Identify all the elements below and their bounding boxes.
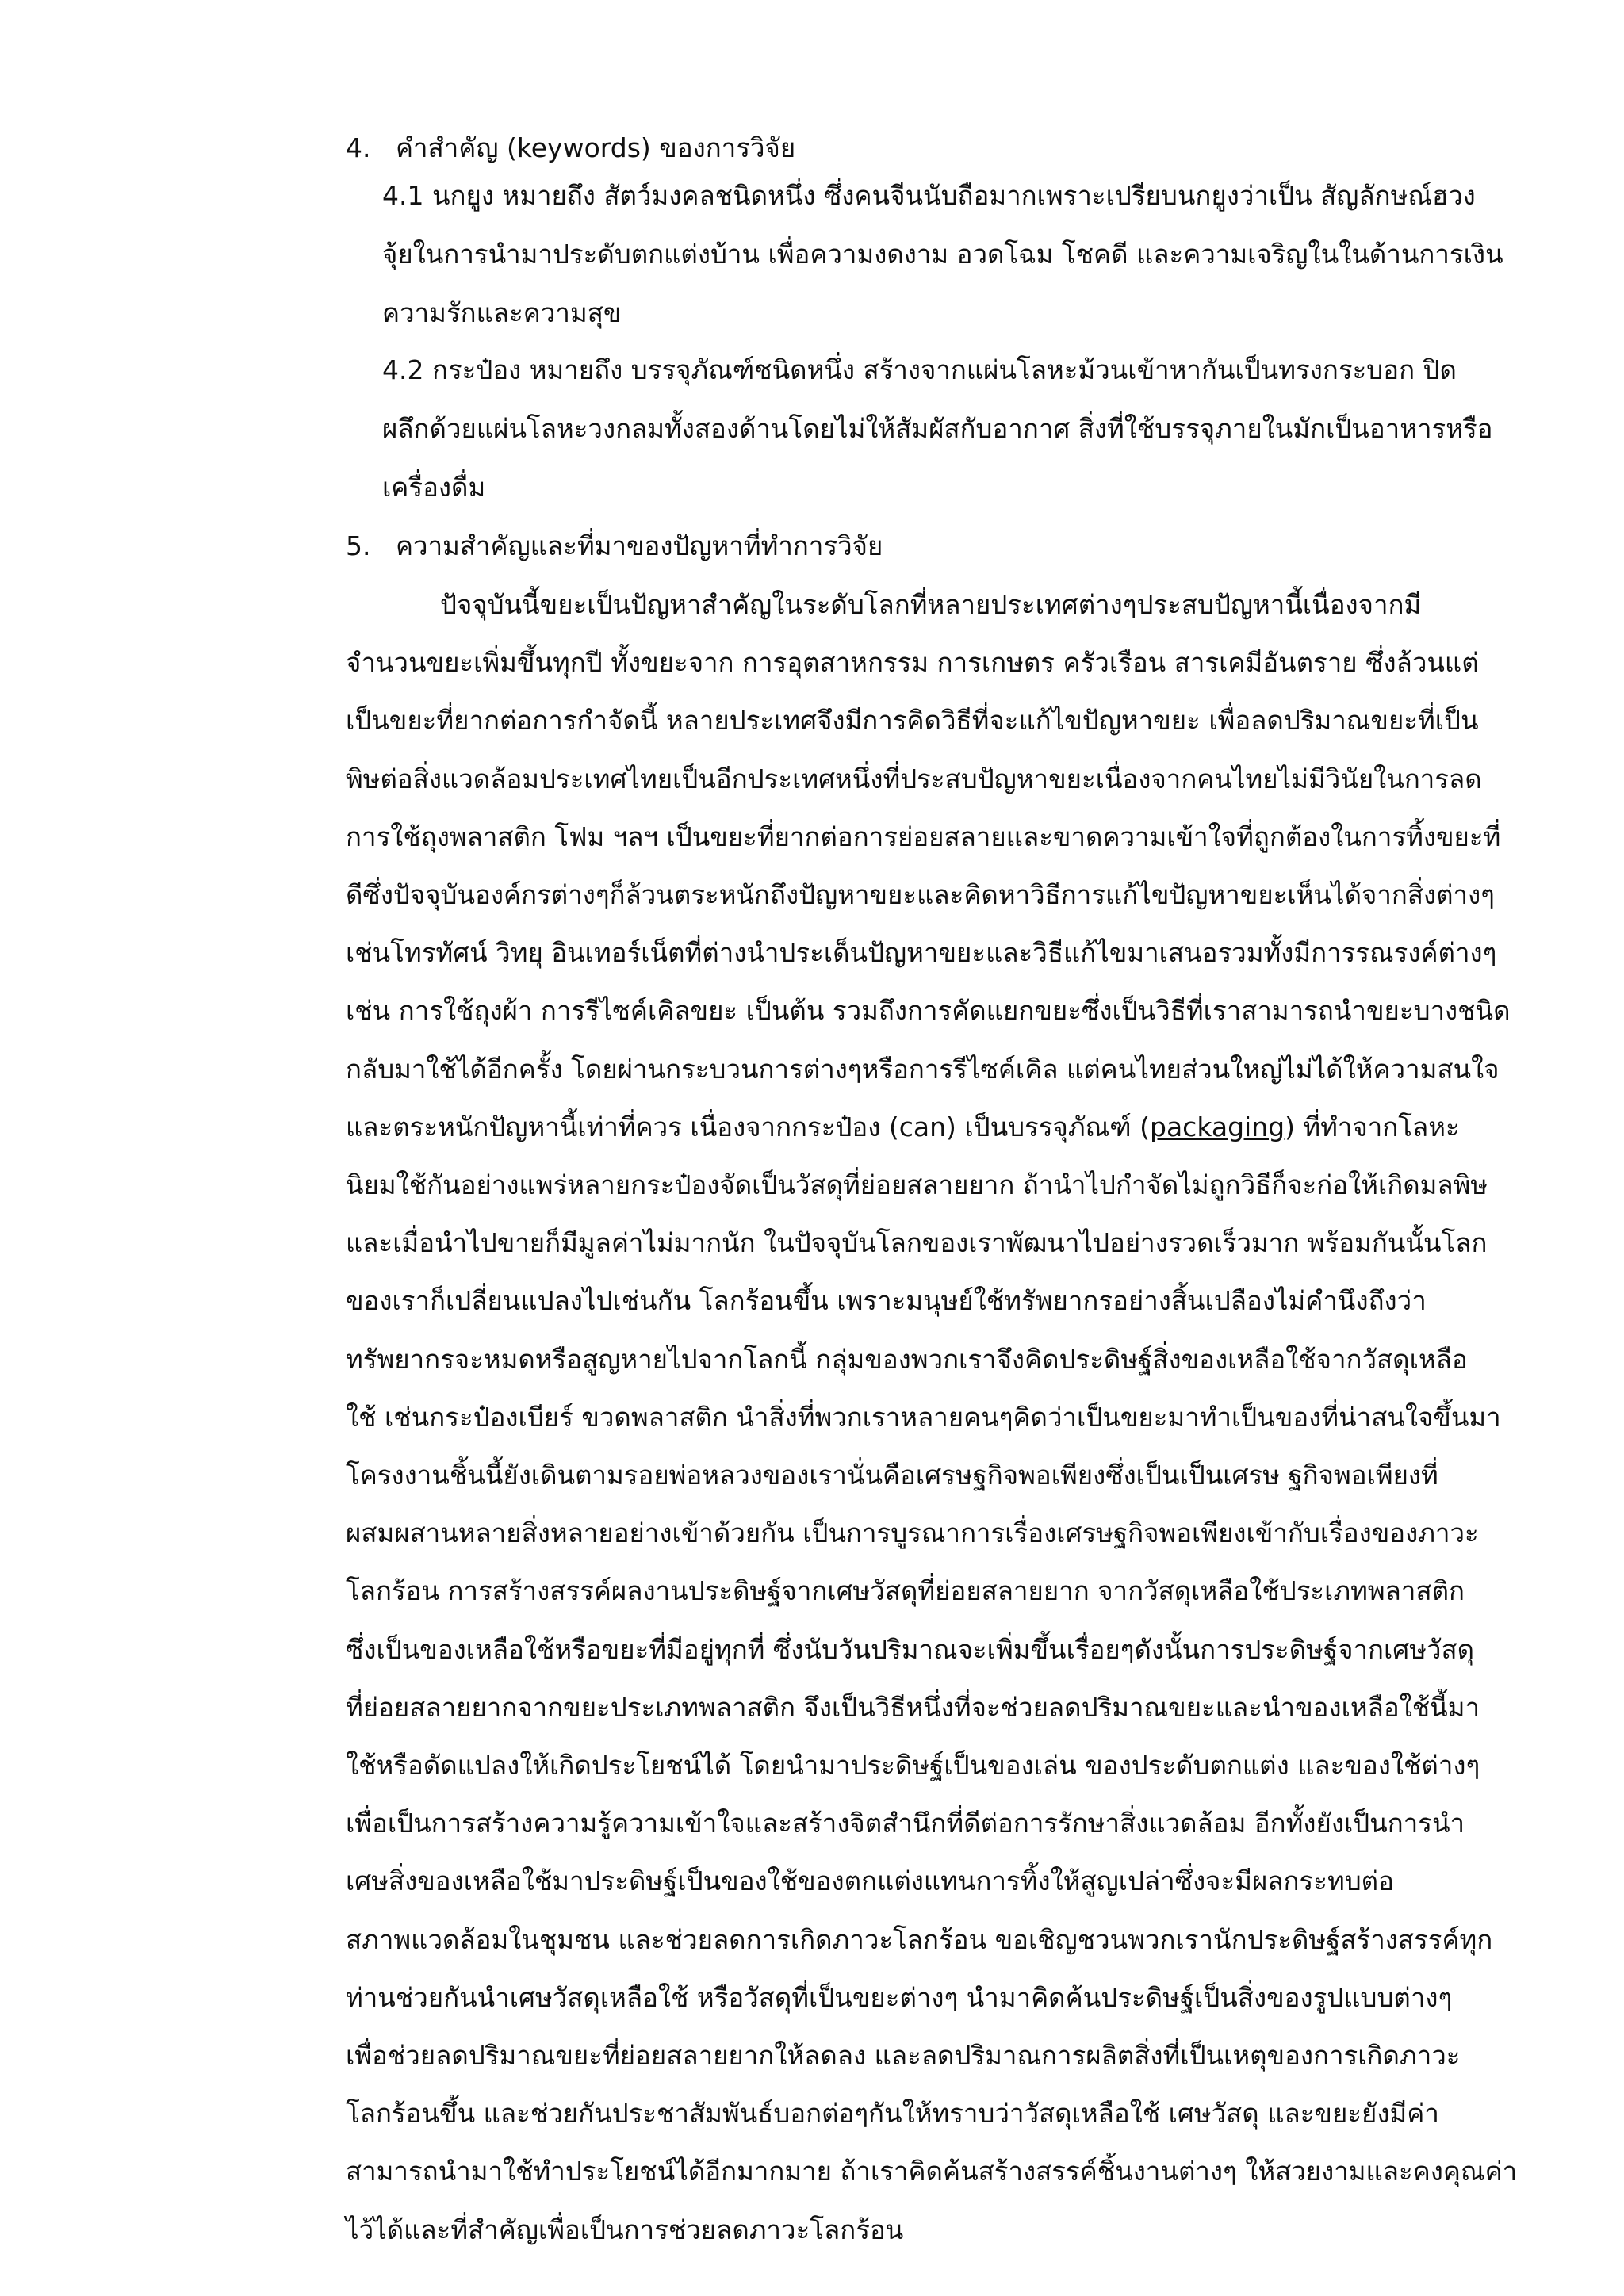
paragraph-line: โลกร้อน การสร้างสรรค์ผลงานประดิษฐ์จากเศษวัสดุที่ย่อยสลายยาก จากวัสดุเหลือใช้ประเภทพลาสติก bbox=[346, 1575, 1465, 1606]
keyword-4-1-line-2: จุ้ยในการนำมาประดับตกแต่งบ้าน เพื่อความงดงาม อวดโฉม โชคดี และความเจริญในในด้านการเงิน bbox=[382, 239, 1503, 270]
paragraph-line: นิยมใช้กันอย่างแพร่หลายกระป๋องจัดเป็นวัสดุที่ย่อยสลายยาก ถ้านำไปกำจัดไม่ถูกวิธีก็จะก่อให้เกิดมลพิษ bbox=[346, 1169, 1488, 1200]
keyword-4-2-line-3: เครื่องดื่ม bbox=[382, 472, 486, 503]
paragraph-line: กลับมาใช้ได้อีกครั้ง โดยผ่านกระบวนการต่างๆหรือการรีไซค์เคิล แต่คนไทยส่วนใหญ่ไม่ได้ให้ความสนใจ bbox=[346, 1054, 1500, 1085]
paragraph-line: สามารถนำมาใช้ทำประโยชน์ได้อีกมากมาย ถ้าเราคิดค้นสร้างสรรค์ชิ้นงานต่างๆ ให้สวยงามและคงคุณค่า bbox=[346, 2156, 1518, 2187]
paragraph-line: ที่ย่อยสลายยากจากขยะประเภทพลาสติก จึงเป็นวิธีหนึ่งที่จะช่วยลดปริมาณขยะและนำของเหลือใช้นี้มา bbox=[346, 1692, 1480, 1723]
paragraph-line: เช่น การใช้ถุงผ้า การรีไซค์เคิลขยะ เป็นต้น รวมถึงการคัดแยกขยะซึ่งเป็นวิธีที่เราสามารถนำขยะบางชนิด bbox=[346, 995, 1511, 1026]
keyword-4-2-line-1: 4.2 กระป๋อง หมายถึง บรรจุภัณฑ์ชนิดหนึ่ง สร้างจากแผ่นโลหะม้วนเข้าหากันเป็นทรงกระบอก ปิด bbox=[382, 354, 1457, 385]
paragraph-line: การใช้ถุงพลาสติก โฟม ฯลฯ เป็นขยะที่ยากต่อการย่อยสลายและขาดความเข้าใจที่ถูกต้องในการทิ้งขยะที่ bbox=[346, 821, 1501, 852]
packaging-line-after: ) ที่ทำจากโลหะ bbox=[1285, 1112, 1460, 1142]
paragraph-line: สภาพแวดล้อมในชุมชน และช่วยลดการเกิดภาวะโลกร้อน ขอเชิญชวนพวกเรานักประดิษฐ์สร้างสรรค์ทุก bbox=[346, 1924, 1493, 1955]
paragraph-line: จำนวนขยะเพิ่มขึ้นทุกปี ทั้งขยะจาก การอุตสาหกรรม การเกษตร ครัวเรือน สารเคมีอันตราย ซึ่งล้วนแต่ bbox=[346, 647, 1479, 678]
paragraph-line: เศษสิ่งของเหลือใช้มาประดิษฐ์เป็นของใช้ของตกแต่งแทนการทิ้งให้สูญเปล่าซึ่งจะมีผลกระทบต่อ bbox=[346, 1866, 1394, 1896]
paragraph-line: เพื่อช่วยลดปริมาณขยะที่ย่อยสลายยากให้ลดลง และลดปริมาณการผลิตสิ่งที่เป็นเหตุของการเกิดภาวะ bbox=[346, 2040, 1461, 2071]
paragraph-line: ท่านช่วยกันนำเศษวัสดุเหลือใช้ หรือวัสดุที่เป็นขยะต่างๆ นำมาคิดค้นประดิษฐ์เป็นสิ่งของรูปแบบต่างๆ bbox=[346, 1982, 1453, 2013]
paragraph-line: ใช้ เช่นกระป๋องเบียร์ ขวดพลาสติก นำสิ่งที่พวกเราหลายคนๆคิดว่าเป็นขยะมาทำเป็นของที่น่าสนใจขึ้นมา bbox=[346, 1402, 1501, 1433]
section-4-heading bbox=[346, 125, 795, 171]
paragraph-line: เช่นโทรทัศน์ วิทยุ อินเทอร์เน็ตที่ต่างนำประเด็นปัญหาขยะและวิธีแก้ไขมาเสนอรวมทั้งมีการรณรงค์ต่างๆ bbox=[346, 937, 1497, 968]
paragraph-line: พิษต่อสิ่งแวดล้อมประเทศไทยเป็นอีกประเทศหนึ่งที่ประสบปัญหาขยะเนื่องจากคนไทยไม่มีวินัยในการลด bbox=[346, 763, 1482, 794]
paragraph-line: ปัจจุบันนี้ขยะเป็นปัญหาสำคัญในระดับโลกที่หลายประเทศต่างๆประสบปัญหานี้เนื่องจากมี bbox=[440, 589, 1422, 620]
section-4-title: คำสำคัญ (keywords) ของการวิจัย bbox=[395, 132, 796, 163]
paragraph-line: ซึ่งเป็นของเหลือใช้หรือขยะที่มีอยู่ทุกที่ ซึ่งนับวันปริมาณจะเพิ่มขึ้นเรื่อยๆดังนั้นการประดิษฐ์จากเศษวัสดุ bbox=[346, 1634, 1475, 1665]
keyword-4-1-line-1: 4.1 นกยูง หมายถึง สัตว์มงคลชนิดหนึ่ง ซึ่งคนจีนนับถือมากเพราะเปรียบนกยูงว่าเป็น สัญลักษณ์ฮวง bbox=[382, 180, 1476, 211]
paragraph-line: ไว้ได้และที่สำคัญเพื่อเป็นการช่วยลดภาวะโลกร้อน bbox=[346, 2214, 904, 2245]
section-5-number: 5. bbox=[346, 530, 371, 561]
section-4-number: 4. bbox=[346, 132, 371, 163]
paragraph-line: โลกร้อนขึ้น และช่วยกันประชาสัมพันธ์บอกต่อๆกันให้ทราบว่าวัสดุเหลือใช้ เศษวัสดุ และขยะยังมีค่า bbox=[346, 2098, 1439, 2129]
section-5-heading bbox=[346, 523, 883, 569]
paragraph-line: ทรัพยากรจะหมดหรือสูญหายไปจากโลกนี้ กลุ่มของพวกเราจึงคิดประดิษฐ์สิ่งของเหลือใช้จากวัสดุเหลือ bbox=[346, 1344, 1468, 1375]
paragraph-line bbox=[346, 1104, 1460, 1150]
paragraph-line: ผสมผสานหลายสิ่งหลายอย่างเข้าด้วยกัน เป็นการบูรณาการเรื่องเศรษฐกิจพอเพียงเข้ากับเรื่องของภาวะ bbox=[346, 1517, 1479, 1548]
paragraph-line: เป็นขยะที่ยากต่อการกำจัดนี้ หลายประเทศจึงมีการคิดวิธีที่จะแก้ไขปัญหาขยะ เพื่อลดปริมาณขยะที่เป็น bbox=[346, 705, 1479, 736]
paragraph-line: และเมื่อนำไปขายก็มีมูลค่าไม่มากนัก ในปัจจุบันโลกของเราพัฒนาไปอย่างรวดเร็วมาก พร้อมกันนั้นโลก bbox=[346, 1227, 1488, 1258]
section-5-title: ความสำคัญและที่มาของปัญหาที่ทำการวิจัย bbox=[395, 530, 883, 561]
packaging-term: packaging bbox=[1150, 1112, 1285, 1142]
paragraph-line: ดีซึ่งปัจจุบันองค์กรต่างๆก็ล้วนตระหนักถึงปัญหาขยะและคิดหาวิธีการแก้ไขปัญหาขยะเห็นได้จากสิ่งต่างๆ bbox=[346, 879, 1495, 910]
paragraph-line: ใช้หรือดัดแปลงให้เกิดประโยชน์ได้ โดยนำมาประดิษฐ์เป็นของเล่น ของประดับตกแต่ง และของใช้ต่างๆ bbox=[346, 1750, 1480, 1781]
keyword-4-1-line-3: ความรักและความสุข bbox=[382, 297, 622, 328]
keyword-4-2-line-2: ผลึกด้วยแผ่นโลหะวงกลมทั้งสองด้านโดยไม่ให้สัมผัสกับอากาศ สิ่งที่ใช้บรรจุภายในมักเป็นอาหารหรือ bbox=[382, 413, 1493, 444]
paragraph-line: เพื่อเป็นการสร้างความรู้ความเข้าใจและสร้างจิตสำนึกที่ดีต่อการรักษาสิ่งแวดล้อม อีกทั้งยังเป็นการนำ bbox=[346, 1808, 1465, 1839]
packaging-line-before: และตระหนักปัญหานี้เท่าที่ควร เนื่องจากกระป๋อง (can) เป็นบรรจุภัณฑ์ ( bbox=[346, 1112, 1151, 1142]
paragraph-line: โครงงานชิ้นนี้ยังเดินตามรอยพ่อหลวงของเรานั่นคือเศรษฐกิจพอเพียงซึ่งเป็นเป็นเศรษ ฐกิจพอเพียงที่ bbox=[346, 1460, 1438, 1490]
paragraph-line: ของเราก็เปลี่ยนแปลงไปเช่นกัน โลกร้อนขึ้น เพราะมนุษย์ใช้ทรัพยากรอย่างสิ้นเปลืองไม่คำนึงถึงว่า bbox=[346, 1285, 1427, 1316]
